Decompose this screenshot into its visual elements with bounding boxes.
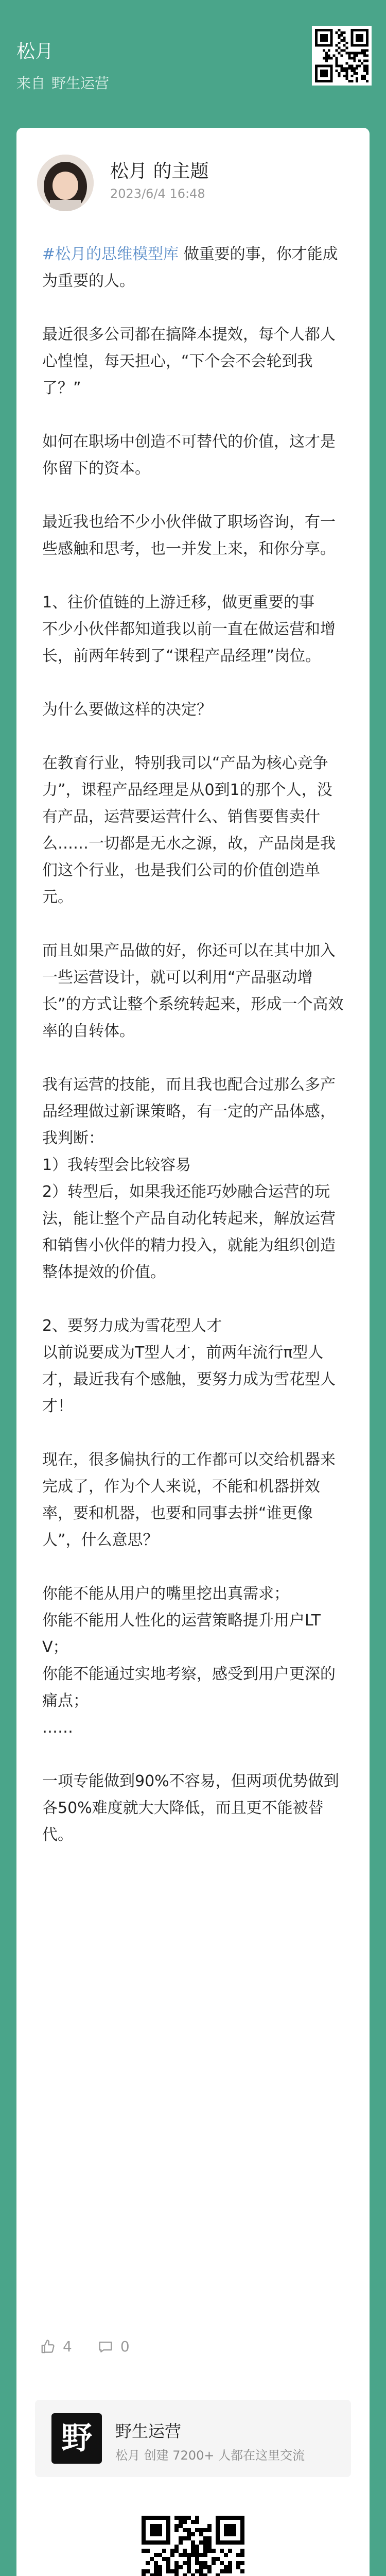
paragraph-text: 做重要的事，你才能成为重要的人。 <box>42 245 338 290</box>
group-card-info: 松月 创建 7200+ 人都在这里交流 <box>115 2448 305 2463</box>
avatar[interactable] <box>37 155 94 211</box>
group-card-name: 野生运营 <box>115 2421 182 2441</box>
post-paragraph: 现在，很多偏执行的工作都可以交给机器来完成了，作为个人来说，不能和机器拼效率，要和机器，也要和同事去拼“谁更像人”，什么意思？ <box>42 1451 336 1549</box>
post-paragraph: 而且如果产品做的好，你还可以在其中加入一些运营设计，就可以利用“产品驱动增长”的方式让整个系统转起来，形成一个高效率的自转体。 <box>42 942 344 1040</box>
qr-code-top <box>312 26 372 86</box>
source-prefix: 来自 <box>16 75 46 92</box>
hashtag-link[interactable]: #松月的思维模型库 <box>42 245 179 263</box>
post-paragraph: 在教育行业，特别我司以“产品为核心竞争力”，课程产品经理是从0到1的那个人，没有产品，运营要运营什么、销售要售卖什么……一切都是无水之源，故，产品岗是我们这个行业，也是我们公司的价值创造单元。 <box>42 754 336 906</box>
post-paragraph <box>42 241 346 295</box>
post-paragraph: 最近我也给不少小伙伴做了职场咨询，有一些感触和思考，也一并发上来，和你分享。 <box>42 513 336 558</box>
post-date: 2023/6/4 16:48 <box>110 187 205 201</box>
post-actions <box>40 2338 155 2355</box>
group-logo: 野 <box>51 2413 102 2464</box>
like-count: 4 <box>63 2338 72 2355</box>
post-paragraph: 一项专能做到90%不容易，但两项优势做到各50%难度就大大降低，而且更不能被替代。 <box>42 1772 339 1844</box>
post-paragraph: 2、要努力成为雪花型人才 以前说要成为T型人才，前两年流行π型人才，最近我有个感触，要努力成为雪花型人才！ <box>42 1317 336 1415</box>
post-header <box>0 0 386 118</box>
qr-code-bottom <box>142 2516 244 2576</box>
comment-count: 0 <box>120 2338 130 2355</box>
like-button[interactable] <box>40 2338 72 2355</box>
comment-button[interactable] <box>98 2338 130 2355</box>
group-card[interactable] <box>35 2400 351 2477</box>
source-line <box>16 72 109 93</box>
thumbs-up-icon <box>40 2339 56 2354</box>
post-card <box>16 128 370 2576</box>
post-paragraph: 为什么要做这样的决定？ <box>42 701 212 719</box>
post-paragraph: 你能不能从用户的嘴里挖出真需求； 你能不能用人性化的运营策略提升用户LTV； 你能不能通过实地考察，感受到用户更深的痛点； …… <box>42 1585 336 1737</box>
post-content <box>42 241 346 1875</box>
source-group-name: 野生运营 <box>51 75 110 92</box>
post-paragraph: 我有运营的技能，而且我也配合过那么多产品经理做过新课策略，有一定的产品体感，我判断： 1）我转型会比较容易 2）转型后，如果我还能巧妙融合运营的玩法，能让整个产品自动化转起来，解放运营和销售小伙伴的精力投入，就能为组织创造整体提效的价值。 <box>42 1076 336 1281</box>
post-paragraph: 如何在职场中创造不可替代的价值，这才是你留下的资本。 <box>42 433 336 478</box>
author-name: 松月 <box>16 41 54 62</box>
post-title: 松月 的主题 <box>110 161 209 182</box>
post-paragraph: 1、往价值链的上游迁移，做更重要的事 不少小伙伴都知道我以前一直在做运营和增长，前两年转到了“课程产品经理”岗位。 <box>42 594 336 665</box>
post-paragraph: 最近很多公司都在搞降本提效，每个人都人心惶惶，每天担心，“下个会不会轮到我了？” <box>42 326 336 397</box>
comment-icon <box>98 2339 113 2354</box>
